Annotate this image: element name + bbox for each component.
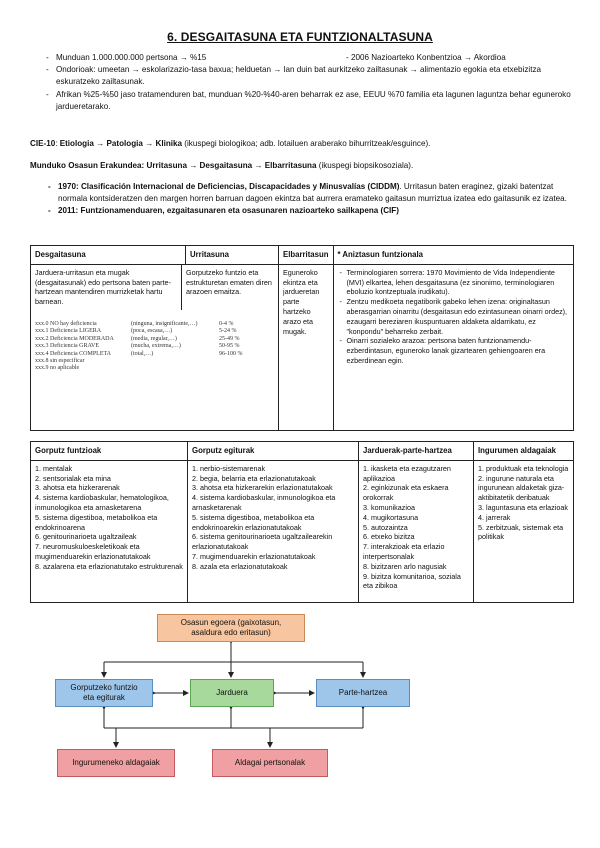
history-list [40, 181, 582, 218]
grade-pct: 25-49 % [219, 335, 240, 342]
list-item: 7. interakzioak eta erlazio interpertsonalak [363, 542, 445, 561]
list-item: 7. mugimenduarekin erlazionatutakoak [192, 551, 316, 561]
list-item: 6. genitourinarioeta ugaltzaileak [35, 532, 137, 542]
cie-sep: : [55, 139, 60, 148]
aniztasun-list [338, 268, 570, 366]
grade-code: xxx.0 NO hay deficiencia [35, 320, 97, 327]
list-item: 4. sistema kardiobaskular, hematologikoa, inmunologikoa eta arnasketarena [35, 493, 169, 512]
aniztasun-item: - Oinarri sozialeko arazoa: pertsona baten funtzionamendu-ezberdintasun, eguneroko lanak gizartearen gehiengoaren era ezberdinean egin. [347, 336, 570, 365]
grade-desc: (media, regular,…) [131, 335, 177, 342]
urrit-text: Gorputzeko funtzio eta estrukturetan ematen diren arazoen emaitza. [181, 265, 274, 310]
desg-urrit-cell [31, 264, 279, 430]
header-urritasuna: Urritasuna [186, 246, 279, 265]
col-jarduerak [359, 460, 474, 602]
body-functions-box [55, 679, 153, 707]
body-functions-line: eta egiturak [83, 693, 125, 702]
health-condition-line: asaldura edo eritasun) [191, 628, 271, 637]
header-jarduerak: Jarduerak-parte-hartzea [359, 442, 474, 461]
list-item: 7. neuromuskuloeskeletikoak eta mugimenduarekin erlazionatutakoak [35, 542, 151, 561]
deficiency-grades [35, 321, 274, 373]
list-item: 8. azalarena eta erlazionatutako estrukturenak [35, 561, 183, 571]
concepts-table [30, 245, 574, 431]
intro-item: - Ondorioak: umeetan → eskolarizazio-tasa baxua; helduetan → lan duin bat aurkitzeko zailtasunak → alimentazio egokia eta etxebizitza eskuratzeko zailtasunak. [48, 64, 578, 88]
header-elbarritasun: Elbarritasun [279, 246, 334, 265]
body-functions-line: Gorputzeko funtzio [70, 683, 138, 692]
list-item: 3. ahotsa eta hizkerarenak [35, 483, 120, 493]
col-gorputz-funtzioak [31, 460, 188, 602]
grade-pct: 0-4 % [219, 320, 234, 327]
grade-desc: (poca, escasa,…) [131, 328, 173, 335]
oms-rest: (ikuspegi biopsikosoziala). [316, 161, 414, 170]
col-gorputz-egiturak [188, 460, 359, 602]
aniztasun-item: - Zentzu medikoeta negatiborik gabeko lehen izena: originaltasun aberasgarrian oinarritu (desgaitasun edo ezintasunean oinarri ordez), ezaugarri bereziaren ikuspuntuaren aldaketa aldarrikatu, ez "konpondu" beharreko zerbait. [347, 297, 570, 336]
desg-text: Jarduera-urritasun eta mugak (desgaitasunak) edo pertsona baten parte-hartzean mantendiren murrizketak hartu barnean. [35, 267, 171, 307]
header-desgaitasuna: Desgaitasuna [31, 246, 186, 265]
grade-code: xxx.4 Deficiencia COMPLETA [35, 350, 112, 357]
personal-factors-box: Aldagai pertsonalak [212, 749, 328, 777]
grade-code: xxx.9 no aplicable [35, 365, 80, 372]
intro-item: - Afrikan %25-%50 jaso tratamenduren bat, munduan %20-%40-aren beharrak ez ase, EEUU %70 familia eta lagunen laguntza behar eguneroko jardueretarako. [48, 89, 578, 113]
history-item [50, 181, 582, 205]
oms-bold: Munduko Osasun Erakundea: Urritasuna → Desgaitasuna → Elbarritasuna [30, 161, 317, 170]
header-aniztasun: * Aniztasun funtzionala [333, 246, 574, 265]
page-title: 6. DESGAITASUNA ETA FUNTZIONALTASUNA [167, 30, 433, 44]
history-1970-bold: 1970: Clasificación Internacional de Deficiencias, Discapacidades y Minusvalías (CIDDM) [58, 182, 400, 191]
list-item: 2. ingurune naturala eta ingurunean aldaketak giza-aktibitatetik deribatuak [478, 473, 565, 503]
history-1970-text: . Urritasun baten eraginez, gizaki batentzat normala kontsideratzen den margen horren barruan dagoen ekintza bat aurrera eramateko gaitasun murriztua izatea edo gaitasunik ez izatea. [58, 182, 567, 204]
list-item: 8. bizitzaren arlo nagusiak [363, 561, 447, 571]
list-item: 1. ikasketa eta ezagutzaren aplikazioa [363, 463, 451, 483]
intro-item [48, 52, 578, 64]
activity-box: Jarduera [190, 679, 274, 707]
grade-pct: 50-95 % [219, 343, 240, 350]
participation-box: Parte-hartzea [316, 679, 410, 707]
list-item: 5. sistema digestiboa, metabolikoa eta endokrinoarekin erlazionatutakoak [192, 512, 315, 532]
list-item: 5. autozaintza [363, 522, 408, 532]
environmental-factors-box: Ingurumeneko aldagaiak [57, 749, 175, 777]
cie-rest: (ikuspegi biologikoa; adb. lotailuen araberako bihurritzeak/esguince). [182, 139, 431, 148]
list-item: 9. bizitza komunitarioa, soziala eta zibikoa [363, 571, 461, 591]
aniztasun-item: - Terminologiaren sorrera: 1970 Movimiento de Vida Independiente (MVI) elkartea, lehen desgaitasuna (ez sinonimo, terminologiaren eboluzio kontzeptuala irudikatu). [347, 268, 570, 297]
list-item: 3. laguntasuna eta erlazioak [478, 502, 568, 512]
cif-components-table [30, 441, 574, 603]
header-gorputz-funtzioak: Gorputz funtzioak [31, 442, 188, 461]
oms-paragraph [30, 160, 575, 172]
grade-code: xxx.8 sin especificar [35, 358, 85, 365]
list-item: 1. mentalak [35, 463, 73, 473]
list-item: 6. etxeko bizitza [363, 532, 415, 542]
intro-convention: - 2006 Nazioarteko Konbentzioa → Akordioa [346, 53, 506, 62]
grade-pct: 5-24 % [219, 328, 237, 335]
header-ingurumen: Ingurumen aldagaiak [474, 442, 574, 461]
list-item: 1. produktuak eta teknologia [478, 463, 569, 473]
list-item: 2. sentsorialak eta mina [35, 473, 111, 483]
grade-pct: 96-100 % [219, 350, 243, 357]
list-item: 2. begia, belarria eta erlazionatutakoak [192, 473, 316, 483]
list-item: 1. nerbio-sistemarenak [192, 463, 266, 473]
grade-desc: (ninguna, insignificante,…) [131, 320, 198, 327]
grade-code: xxx.1 Deficiencia LIGERA [35, 328, 102, 335]
header-gorputz-egiturak: Gorputz egiturak [188, 442, 359, 461]
elbar-text: Eguneroko ekintza eta jardueretan parte hartzeko arazo eta mugak. [279, 264, 334, 430]
health-condition-line: Osasun egoera (gaixotasun, [180, 618, 282, 627]
list-item: 3. ahotsa eta hizkerarekin erlazionatutakoak [192, 483, 333, 493]
list-item: 4. mugikortasuna [363, 512, 419, 522]
history-item [50, 205, 582, 217]
health-condition-box [157, 614, 305, 642]
list-item: 4. sistema kardiobaskular, inmunologikoa eta arnasketarenak [192, 493, 336, 512]
intro-list [38, 52, 578, 113]
intro-stat: - Munduan 1.000.000.000 pertsona → %15 [56, 53, 207, 62]
grade-codes [35, 321, 131, 373]
cie-label: CIE-10 [30, 139, 56, 148]
aniztasun-cell [333, 264, 574, 430]
cie-bold: Etiologia → Patologia → Klinika [59, 139, 183, 148]
history-2011-bold: 2011: Funtzionamenduaren, ezgaitasunaren eta osasunaren nazioarteko sailkapena (CIF) [58, 206, 399, 216]
grade-percentages [219, 321, 243, 373]
list-item: 4. jarrerak [478, 512, 511, 522]
col-ingurumen [474, 460, 574, 602]
list-item: 5. sistema digestiboa, metabolikoa eta endokrinoarena [35, 512, 158, 532]
list-item: 2. eginkizunak eta eskaera orokorrak [363, 483, 449, 503]
grade-desc: (total,…) [131, 350, 154, 357]
list-item: 6. sistema genitourinarioeta ugaltzailearekin erlazionatutakoak [192, 532, 333, 552]
grade-code: xxx.3 Deficiencia GRAVE [35, 343, 100, 350]
list-item: 8. azala eta erlazionatutakoak [192, 561, 288, 571]
grade-code: xxx.2 Deficiencia MODERADA [35, 335, 114, 342]
list-item: 5. zerbitzuak, sistemak eta politikak [478, 522, 564, 542]
list-item: 3. komunikazioa [363, 502, 415, 512]
grade-desc: (mucha, extrema,…) [131, 343, 181, 350]
grade-descriptions [131, 321, 219, 373]
cie-paragraph [30, 138, 575, 150]
